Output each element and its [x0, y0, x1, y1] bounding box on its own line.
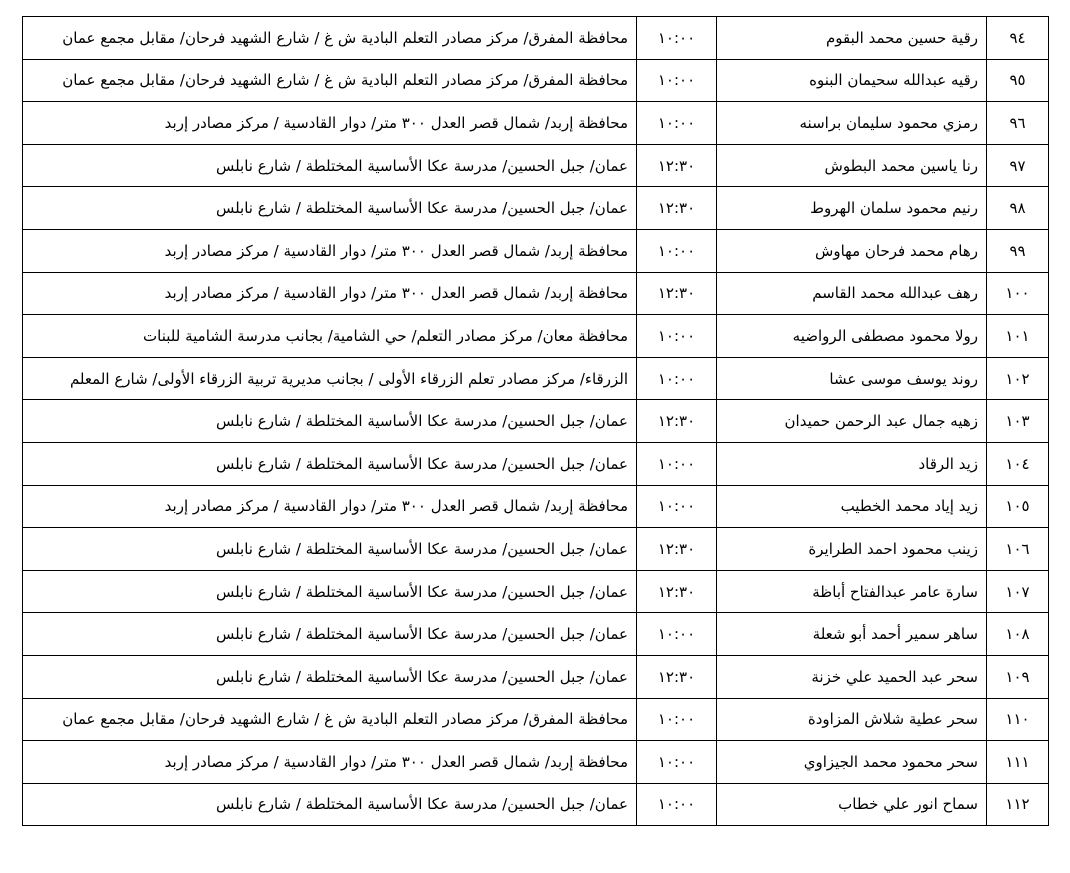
row-number: ١١١ — [987, 741, 1049, 784]
person-name: رمزي محمود سليمان براسنه — [717, 102, 987, 145]
schedule-table-body — [23, 17, 1049, 826]
exam-location: محافظة المفرق/ مركز مصادر التعلم البادية ش غ / شارع الشهيد فرحان/ مقابل مجمع عمان — [23, 59, 637, 102]
exam-location: محافظة إربد/ شمال قصر العدل ٣٠٠ متر/ دوار القادسية / مركز مصادر إربد — [23, 229, 637, 272]
appointment-time: ١٢:٣٠ — [637, 655, 717, 698]
row-number: ١١٠ — [987, 698, 1049, 741]
person-name: رولا محمود مصطفى الرواضيه — [717, 315, 987, 358]
table-row — [23, 741, 1049, 784]
person-name: سحر عطية شلاش المزاودة — [717, 698, 987, 741]
person-name: سارة عامر عبدالفتاح أباظة — [717, 570, 987, 613]
appointment-time: ١٠:٠٠ — [637, 485, 717, 528]
person-name: روند يوسف موسى عشا — [717, 357, 987, 400]
appointment-time: ١٢:٣٠ — [637, 272, 717, 315]
exam-location: عمان/ جبل الحسين/ مدرسة عكا الأساسية المختلطة / شارع نابلس — [23, 187, 637, 230]
person-name: سحر عبد الحميد علي خزنة — [717, 655, 987, 698]
table-row — [23, 102, 1049, 145]
row-number: ١٠٧ — [987, 570, 1049, 613]
person-name: زينب محمود احمد الطرايرة — [717, 528, 987, 571]
row-number: ١٠٦ — [987, 528, 1049, 571]
person-name: زهيه جمال عبد الرحمن حميدان — [717, 400, 987, 443]
person-name: رنا ياسين محمد البطوش — [717, 144, 987, 187]
row-number: ١٠٥ — [987, 485, 1049, 528]
exam-location: محافظة إربد/ شمال قصر العدل ٣٠٠ متر/ دوار القادسية / مركز مصادر إربد — [23, 485, 637, 528]
table-row — [23, 655, 1049, 698]
appointment-time: ١٢:٣٠ — [637, 187, 717, 230]
schedule-table — [22, 16, 1049, 826]
row-number: ١٠٣ — [987, 400, 1049, 443]
row-number: ٩٤ — [987, 17, 1049, 60]
exam-location: عمان/ جبل الحسين/ مدرسة عكا الأساسية المختلطة / شارع نابلس — [23, 442, 637, 485]
person-name: رقية حسين محمد البقوم — [717, 17, 987, 60]
appointment-time: ١٠:٠٠ — [637, 442, 717, 485]
table-row — [23, 229, 1049, 272]
table-row — [23, 485, 1049, 528]
person-name: رنيم محمود سلمان الهروط — [717, 187, 987, 230]
person-name: ساهر سمير أحمد أبو شعلة — [717, 613, 987, 656]
appointment-time: ١٢:٣٠ — [637, 400, 717, 443]
table-row — [23, 187, 1049, 230]
row-number: ١٠٩ — [987, 655, 1049, 698]
exam-location: عمان/ جبل الحسين/ مدرسة عكا الأساسية المختلطة / شارع نابلس — [23, 613, 637, 656]
exam-location: عمان/ جبل الحسين/ مدرسة عكا الأساسية المختلطة / شارع نابلس — [23, 528, 637, 571]
table-row — [23, 442, 1049, 485]
person-name: زيد إياد محمد الخطيب — [717, 485, 987, 528]
appointment-time: ١٠:٠٠ — [637, 17, 717, 60]
person-name: رقيه عبدالله سحيمان البنوه — [717, 59, 987, 102]
row-number: ٩٦ — [987, 102, 1049, 145]
row-number: ١٠٠ — [987, 272, 1049, 315]
table-row — [23, 528, 1049, 571]
exam-location: محافظة معان/ مركز مصادر التعلم/ حي الشامية/ بجانب مدرسة الشامية للبنات — [23, 315, 637, 358]
appointment-time: ١٢:٣٠ — [637, 528, 717, 571]
appointment-time: ١٠:٠٠ — [637, 229, 717, 272]
appointment-time: ١٠:٠٠ — [637, 102, 717, 145]
exam-location: عمان/ جبل الحسين/ مدرسة عكا الأساسية المختلطة / شارع نابلس — [23, 400, 637, 443]
table-row — [23, 570, 1049, 613]
person-name: زيد الرقاد — [717, 442, 987, 485]
row-number: ٩٩ — [987, 229, 1049, 272]
exam-location: محافظة المفرق/ مركز مصادر التعلم البادية ش غ / شارع الشهيد فرحان/ مقابل مجمع عمان — [23, 698, 637, 741]
table-row — [23, 357, 1049, 400]
table-row — [23, 400, 1049, 443]
row-number: ١٠١ — [987, 315, 1049, 358]
table-row — [23, 698, 1049, 741]
appointment-time: ١٠:٠٠ — [637, 59, 717, 102]
appointment-time: ١٠:٠٠ — [637, 698, 717, 741]
exam-location: محافظة إربد/ شمال قصر العدل ٣٠٠ متر/ دوار القادسية / مركز مصادر إربد — [23, 272, 637, 315]
exam-location: محافظة إربد/ شمال قصر العدل ٣٠٠ متر/ دوار القادسية / مركز مصادر إربد — [23, 102, 637, 145]
table-row — [23, 315, 1049, 358]
table-row — [23, 783, 1049, 826]
table-row — [23, 613, 1049, 656]
exam-location: محافظة المفرق/ مركز مصادر التعلم البادية ش غ / شارع الشهيد فرحان/ مقابل مجمع عمان — [23, 17, 637, 60]
appointment-time: ١٢:٣٠ — [637, 144, 717, 187]
appointment-time: ١٠:٠٠ — [637, 783, 717, 826]
person-name: رهف عبدالله محمد القاسم — [717, 272, 987, 315]
table-row — [23, 144, 1049, 187]
table-row — [23, 17, 1049, 60]
exam-location: عمان/ جبل الحسين/ مدرسة عكا الأساسية المختلطة / شارع نابلس — [23, 144, 637, 187]
table-row — [23, 272, 1049, 315]
exam-location: عمان/ جبل الحسين/ مدرسة عكا الأساسية المختلطة / شارع نابلس — [23, 655, 637, 698]
row-number: ١١٢ — [987, 783, 1049, 826]
exam-location: الزرقاء/ مركز مصادر تعلم الزرقاء الأولى / بجانب مديرية تربية الزرقاء الأولى/ شارع المعلم — [23, 357, 637, 400]
person-name: سماح انور علي خطاب — [717, 783, 987, 826]
exam-location: عمان/ جبل الحسين/ مدرسة عكا الأساسية المختلطة / شارع نابلس — [23, 570, 637, 613]
person-name: سحر محمود محمد الجيزاوي — [717, 741, 987, 784]
exam-location: عمان/ جبل الحسين/ مدرسة عكا الأساسية المختلطة / شارع نابلس — [23, 783, 637, 826]
appointment-time: ١٠:٠٠ — [637, 315, 717, 358]
appointment-time: ١٠:٠٠ — [637, 357, 717, 400]
row-number: ٩٨ — [987, 187, 1049, 230]
row-number: ١٠٤ — [987, 442, 1049, 485]
appointment-time: ١٠:٠٠ — [637, 613, 717, 656]
appointment-time: ١٢:٣٠ — [637, 570, 717, 613]
row-number: ٩٧ — [987, 144, 1049, 187]
appointment-time: ١٠:٠٠ — [637, 741, 717, 784]
row-number: ١٠٨ — [987, 613, 1049, 656]
row-number: ٩٥ — [987, 59, 1049, 102]
table-row — [23, 59, 1049, 102]
row-number: ١٠٢ — [987, 357, 1049, 400]
exam-location: محافظة إربد/ شمال قصر العدل ٣٠٠ متر/ دوار القادسية / مركز مصادر إربد — [23, 741, 637, 784]
person-name: رهام محمد فرحان مهاوش — [717, 229, 987, 272]
